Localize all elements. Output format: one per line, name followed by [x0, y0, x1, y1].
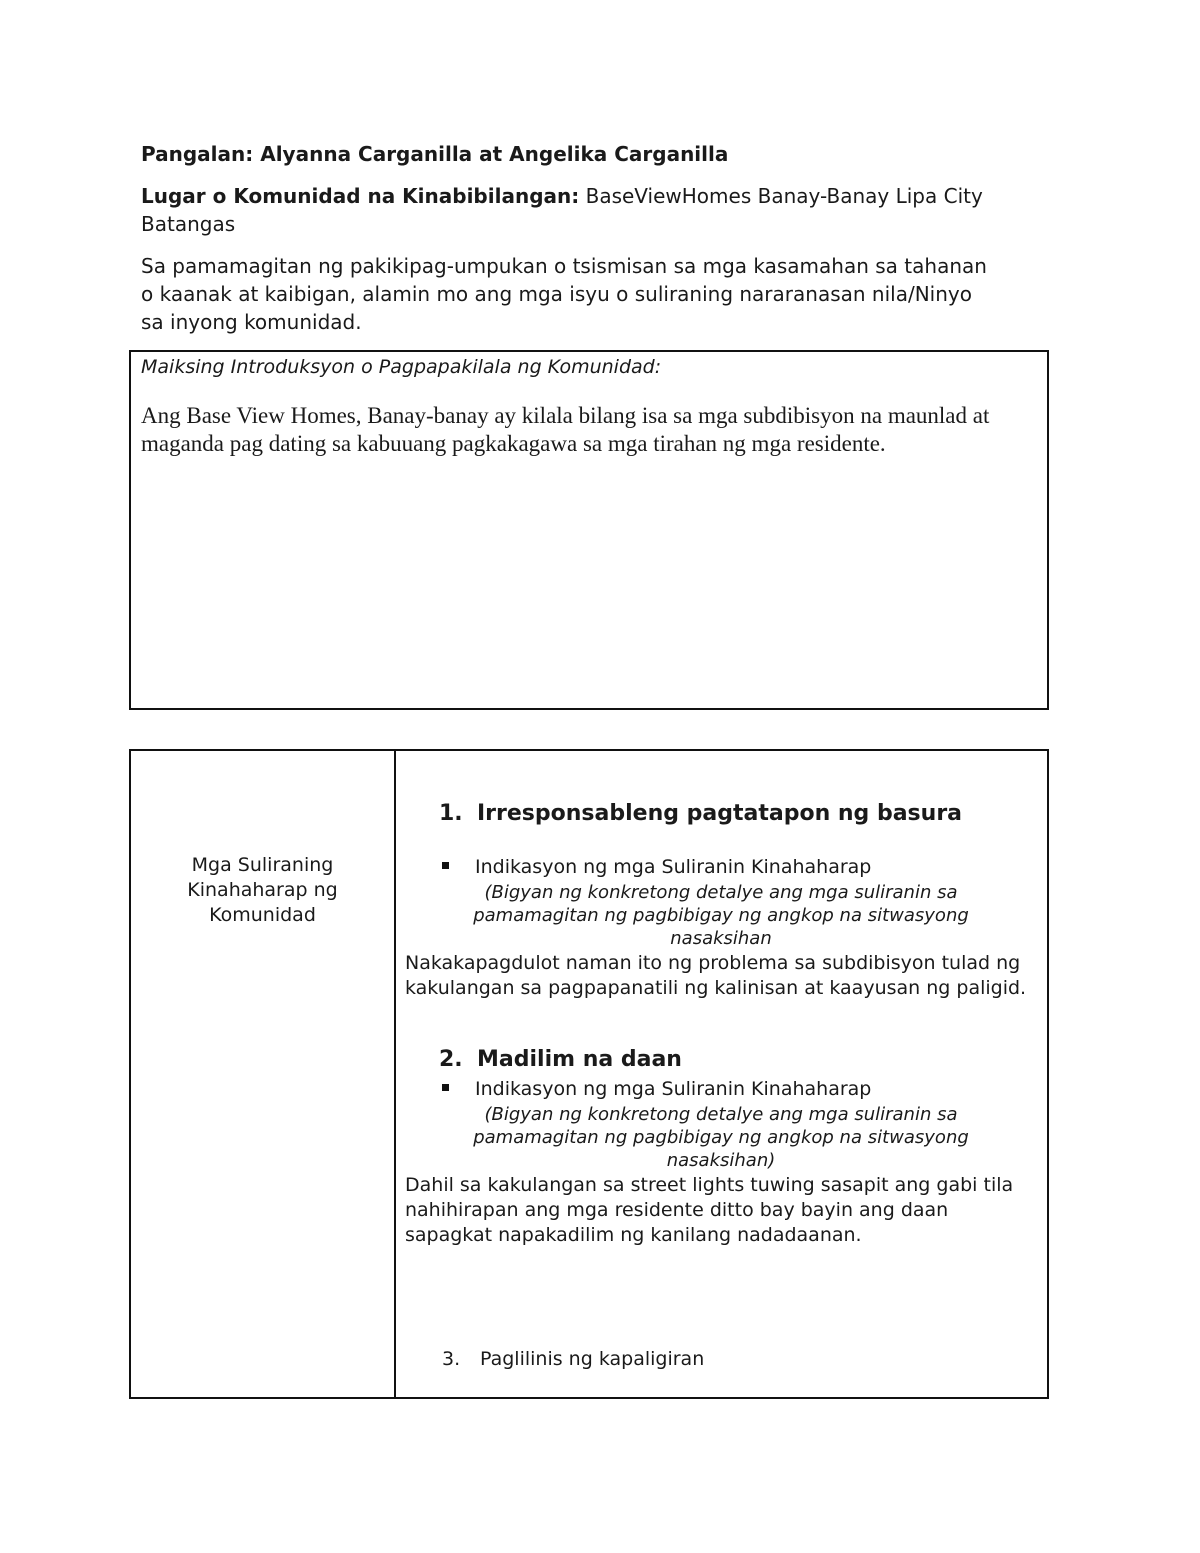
problem-2-instructions — [421, 1103, 1021, 1172]
problem-1-instructions — [421, 881, 1021, 950]
intro-box-heading: Maiksing Introduksyon o Pagpapakilala ng Komunidad: — [141, 356, 662, 378]
problem-2-title — [439, 1047, 682, 1072]
problem-1-description: Nakakapagdulot naman ito ng problema sa subdibisyon tulad ng kakulangan sa pagpapanatili ng kalinisan at kaayusan ng paligid. — [405, 952, 1027, 999]
item-title-text: Paglilinis ng kapaligiran — [480, 1348, 705, 1370]
problem-2-bullet — [442, 1077, 871, 1102]
item-title-text: Madilim na daan — [477, 1047, 682, 1072]
item-number: 3. — [442, 1348, 461, 1370]
instruction-line: sa inyong komunidad. — [141, 310, 362, 334]
bullet-text: Indikasyon ng mga Suliranin Kinahaharap — [475, 1078, 872, 1100]
intro-box-body: Ang Base View Homes, Banay-banay ay kilala bilang isa sa mga subdibisyon na maunlad at maganda pag dating sa kabuuang pagkakagawa sa mga tirahan ng mga residente. — [141, 403, 990, 456]
instruction-paragraph — [141, 252, 987, 336]
problem-2-description: Dahil sa kakulangan sa street lights tuwing sasapit ang gabi tila nahihirapan ang mga residente ditto bay bayin ang daan sapagkat napakadilim ng kanilang nadadaanan. — [405, 1174, 1014, 1246]
left-label-line: Kinahaharap ng — [187, 879, 338, 901]
instruction-text: nasaksihan) — [666, 1150, 776, 1171]
intro-box — [129, 350, 1049, 710]
problem-1-title — [439, 801, 962, 826]
instruction-text: pamamagitan ng pagbibigay ng angkop na sitwasyong — [473, 905, 969, 926]
item-number: 2. — [439, 1047, 463, 1072]
instruction-line: Sa pamamagitan ng pakikipag-umpukan o tsismisan sa mga kasamahan sa tahanan — [141, 254, 987, 278]
left-column-label — [131, 853, 394, 928]
left-label-line: Komunidad — [209, 904, 316, 926]
item-number: 1. — [439, 801, 463, 826]
instruction-text: pamamagitan ng pagbibigay ng angkop na sitwasyong — [473, 1127, 969, 1148]
item-title-text: Irresponsableng pagtatapon ng basura — [477, 801, 963, 826]
instruction-text: nasaksihan — [670, 928, 772, 949]
problem-3-title — [442, 1347, 704, 1372]
lugar-value-line2: Batangas — [141, 212, 236, 236]
instruction-text: (Bigyan ng konkretong detalye ang mga suliranin sa — [484, 882, 958, 903]
lugar-label: Lugar o Komunidad na Kinabibilangan: — [141, 184, 580, 208]
name-line: Pangalan: Alyanna Carganilla at Angelika Carganilla — [141, 142, 729, 166]
bullet-text: Indikasyon ng mga Suliranin Kinahaharap — [475, 856, 872, 878]
lugar-value: BaseViewHomes Banay-Banay Lipa City — [579, 184, 983, 208]
instruction-line: o kaanak at kaibigan, alamin mo ang mga isyu o suliraning nararanasan nila/Ninyo — [141, 282, 972, 306]
problem-1-bullet — [442, 855, 871, 880]
instruction-text: (Bigyan ng konkretong detalye ang mga suliranin sa — [484, 1104, 958, 1125]
bullet-icon — [442, 1084, 449, 1091]
lugar-line — [141, 182, 983, 238]
problems-table — [129, 749, 1049, 1399]
bullet-icon — [442, 862, 449, 869]
column-divider — [394, 751, 396, 1397]
left-label-line: Mga Suliraning — [191, 854, 334, 876]
